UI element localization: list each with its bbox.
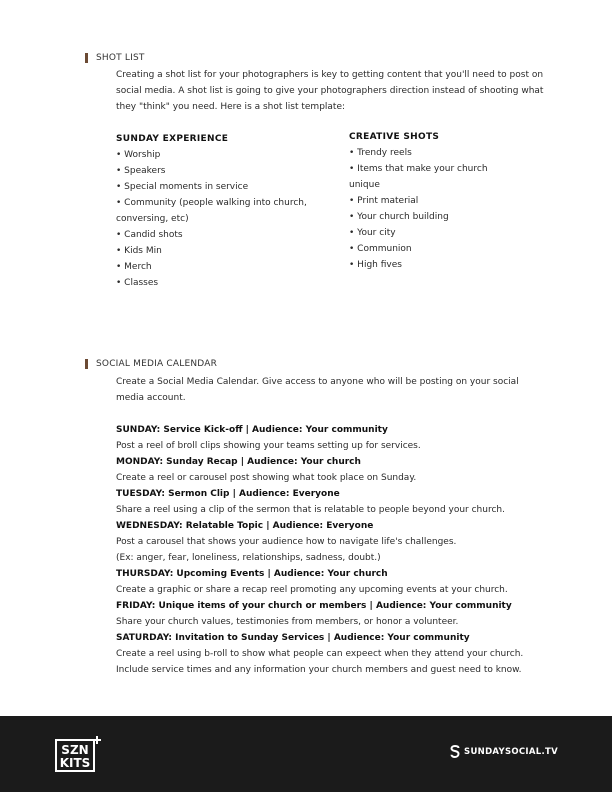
creative-shots-column xyxy=(349,129,509,273)
social-calendar-intro: Create a Social Media Calendar. Give access to anyone who will be posting on your social media account. xyxy=(116,377,519,403)
heading-bar xyxy=(85,53,88,63)
list-item: • Trendy reels xyxy=(349,145,509,161)
list-item: • Kids Min xyxy=(116,243,316,259)
list-item: • Community (people walking into church, conversing, etc) xyxy=(116,195,316,227)
list-item: • Speakers xyxy=(116,163,316,179)
creative-shots-list xyxy=(349,145,509,273)
sunday-experience-title: SUNDAY EXPERIENCE xyxy=(116,134,229,144)
calendar-day-description: Create a reel or carousel post showing what took place on Sunday. xyxy=(116,473,417,483)
logo-left-line1: SZN xyxy=(61,743,89,757)
logo-left-line2: KITS xyxy=(59,756,91,770)
list-item: • Items that make your church unique xyxy=(349,161,509,193)
sunday-experience-list xyxy=(116,147,316,291)
list-item: • Worship xyxy=(116,147,316,163)
heading-bar xyxy=(85,359,88,369)
list-item: • High fives xyxy=(349,257,509,273)
calendar-day-heading: SATURDAY: Invitation to Sunday Services | Audience: Your community xyxy=(116,633,470,643)
calendar-day-description: Create a reel using b-roll to show what people can expeect when they attend your church. Include service times and any information your church members and guest need to know. xyxy=(116,649,524,675)
list-item: • Candid shots xyxy=(116,227,316,243)
calendar-day-heading: THURSDAY: Upcoming Events | Audience: Your church xyxy=(116,569,388,579)
footer xyxy=(0,716,612,792)
list-item: • Your church building xyxy=(349,209,509,225)
calendar-day-heading: SUNDAY: Service Kick-off | Audience: Your community xyxy=(116,425,388,435)
calendar-day-description: Post a carousel that shows your audience how to navigate life's challenges. xyxy=(116,537,457,547)
logo-right-text: SUNDAYSOCIAL.TV xyxy=(464,746,558,757)
shot-list-heading-text: SHOT LIST xyxy=(96,53,145,63)
calendar-day-description: (Ex: anger, fear, loneliness, relationships, sadness, doubt.) xyxy=(116,553,381,563)
calendar-day-heading: MONDAY: Sunday Recap | Audience: Your church xyxy=(116,457,361,467)
calendar-day-heading: TUESDAY: Sermon Clip | Audience: Everyone xyxy=(116,489,340,499)
calendar-day-description: Create a graphic or share a recap reel promoting any upcoming events at your church. xyxy=(116,585,508,595)
list-item: • Your city xyxy=(349,225,509,241)
calendar-day-heading: FRIDAY: Unique items of your church or members | Audience: Your community xyxy=(116,601,512,611)
list-item: • Communion xyxy=(349,241,509,257)
shot-list-intro: Creating a shot list for your photographers is key to getting content that you'll need to post on social media. A shot list is going to give your photographers direction instead of shooting what they "think" you need. Here is a shot list template: xyxy=(116,70,544,112)
sunday-experience-column xyxy=(116,131,316,291)
list-item: • Merch xyxy=(116,259,316,275)
calendar-day-description: Share a reel using a clip of the sermon that is relatable to people beyond your church. xyxy=(116,505,505,515)
social-calendar-heading xyxy=(85,359,217,369)
calendar-day-description: Share your church values, testimonies from members, or honor a volunteer. xyxy=(116,617,459,627)
list-item: • Print material xyxy=(349,193,509,209)
list-item: • Special moments in service xyxy=(116,179,316,195)
social-calendar-heading-text: SOCIAL MEDIA CALENDAR xyxy=(96,359,218,369)
creative-shots-title: CREATIVE SHOTS xyxy=(349,132,440,142)
sundaysocial-logo xyxy=(450,745,558,758)
calendar-day-description: Post a reel of broll clips showing your teams setting up for services. xyxy=(116,441,421,451)
calendar-days xyxy=(116,422,546,678)
szn-kits-logo xyxy=(55,736,101,772)
sundaysocial-s-icon xyxy=(450,745,460,758)
shot-list-heading xyxy=(85,53,145,63)
calendar-day-heading: WEDNESDAY: Relatable Topic | Audience: Everyone xyxy=(116,521,374,531)
list-item: • Classes xyxy=(116,275,316,291)
